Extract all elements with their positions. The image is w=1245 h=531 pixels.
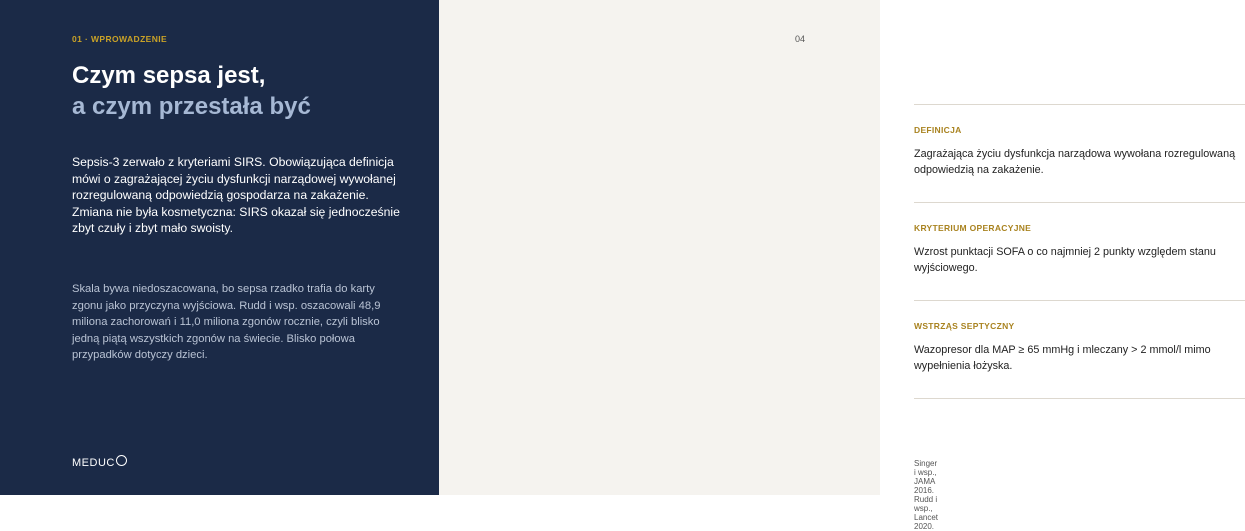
definitions-list — [914, 104, 1245, 399]
meduco-logo — [72, 457, 127, 469]
right-panel — [439, 0, 1236, 531]
page-number: 04 — [794, 34, 805, 44]
definition-label: WSTRZĄS SEPTYCZNY — [914, 321, 1015, 331]
left-panel — [0, 0, 439, 495]
definition-label: DEFINICJA — [914, 125, 962, 135]
title-line-1: Czym sepsa jest, — [72, 62, 266, 89]
scale-paragraph: Skala bywa niedoszacowana, bo sepsa rzadko trafia do karty zgonu jako przyczyna wyjściowa. Rudd i wsp. oszacowali 48,9 miliona zachorowań i 11,0 miliona zgonów rocznie, czyli blisko jedną piątą wszystkich zgonów na świecie. Blisko połowa przypadków dotyczy dzieci. — [72, 283, 381, 361]
definition-item-wstrzas — [914, 301, 1245, 399]
definition-text: Wzrost punktacji SOFA o co najmniej 2 punkty względem stanu wyjściowego. — [914, 246, 1216, 274]
logo-circle-icon — [116, 455, 127, 466]
definition-text: Zagrażająca życiu dysfunkcja narządowa wywołana rozregulowaną odpowiedzią na zakażenie. — [914, 148, 1236, 176]
source-citation: Singer i wsp., JAMA 2016. Rudd i wsp., Lancet 2020. — [914, 459, 939, 531]
slide-title — [72, 60, 311, 122]
definition-item-definicja — [914, 105, 1245, 203]
title-line-2: a czym przestała być — [72, 93, 311, 120]
logo-text: MEDUC — [72, 457, 115, 469]
intro-paragraph: Sepsis-3 zerwało z kryteriami SIRS. Obowiązująca definicja mówi o zagrażającej życiu dysfunkcji narządowej wywołanej rozregulowaną odpowiedzią gospodarza na zakażenie. Zmiana nie była kosmetyczna: SIRS okazał się jednocześnie zbyt czuły i zbyt mało swoisty. — [72, 155, 400, 235]
definition-label: KRYTERIUM OPERACYJNE — [914, 223, 1032, 233]
definition-item-kryterium — [914, 203, 1245, 301]
definition-text: Wazopresor dla MAP ≥ 65 mmHg i mleczany > 2 mmol/l mimo wypełnienia łożyska. — [914, 344, 1211, 372]
section-eyebrow: 01 · WPROWADZENIE — [72, 34, 168, 44]
